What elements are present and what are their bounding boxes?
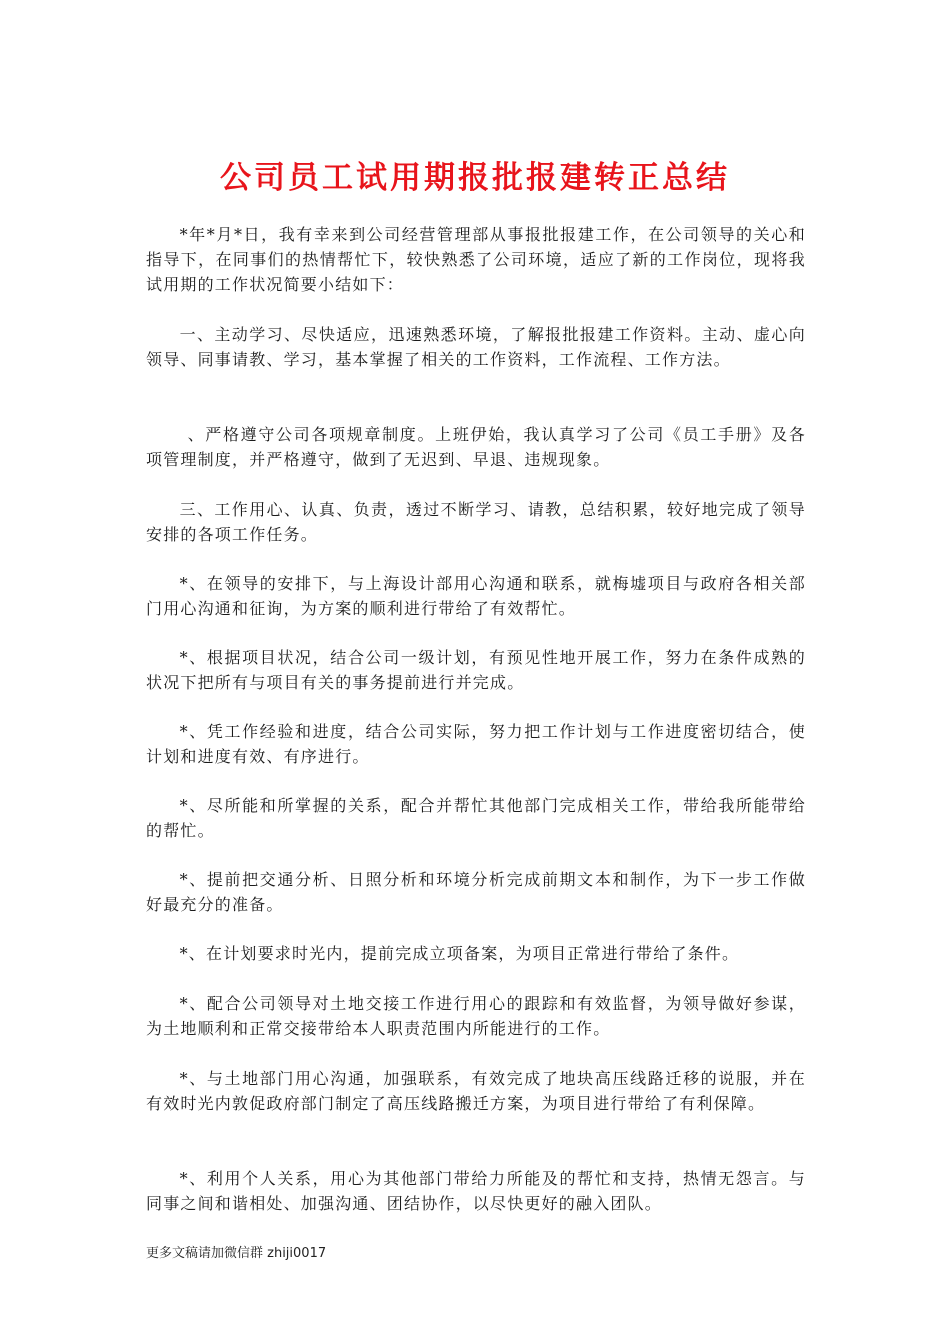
paragraph: *、尽所能和所掌握的关系，配合并帮忙其他部门完成相关工作，带给我所能带给的帮忙。: [146, 796, 806, 840]
paragraph: *、根据项目状况，结合公司一级计划，有预见性地开展工作，努力在条件成熟的状况下把所有与项目有关的事务提前进行并完成。: [146, 648, 806, 692]
paragraph: *、在计划要求时光内，提前完成立项备案，为项目正常进行带给了条件。: [179, 944, 740, 963]
document-title: 公司员工试用期报批报建转正总结: [220, 160, 730, 196]
paragraph: 一、主动学习、尽快适应，迅速熟悉环境，了解报批报建工作资料。主动、虚心向领导、同事请教、学习，基本掌握了相关的工作资料，工作流程、工作方法。: [146, 325, 806, 369]
paragraph: 三、工作用心、认真、负责，透过不断学习、请教，总结积累，较好地完成了领导安排的各项工作任务。: [146, 500, 806, 544]
paragraph: *、配合公司领导对土地交接工作进行用心的跟踪和有效监督，为领导做好参谋，为土地顺利和正常交接带给本人职责范围内所能进行的工作。: [146, 994, 806, 1038]
document-body: [146, 222, 806, 1216]
paragraph: *、提前把交通分析、日照分析和环境分析完成前期文本和制作，为下一步工作做好最充分的准备。: [146, 870, 806, 914]
paragraph: *、利用个人关系，用心为其他部门带给力所能及的帮忙和支持，热情无怨言。与同事之间和谐相处、加强沟通、团结协作，以尽快更好的融入团队。: [146, 1169, 806, 1213]
paragraph: *、凭工作经验和进度，结合公司实际，努力把工作计划与工作进度密切结合，使计划和进度有效、有序进行。: [146, 722, 806, 766]
footer-note: 更多文稿请加微信群 zhiji0017: [146, 1246, 327, 1261]
paragraph: *、与土地部门用心沟通，加强联系，有效完成了地块高压线路迁移的说服，并在有效时光内敦促政府部门制定了高压线路搬迁方案，为项目进行带给了有利保障。: [146, 1069, 806, 1113]
paragraph: *、在领导的安排下，与上海设计部用心沟通和联系，就梅墟项目与政府各相关部门用心沟通和征询，为方案的顺利进行带给了有效帮忙。: [146, 574, 806, 618]
paragraph: *年*月*日，我有幸来到公司经营管理部从事报批报建工作，在公司领导的关心和指导下，在同事们的热情帮忙下，较快熟悉了公司环境，适应了新的工作岗位，现将我试用期的工作状况简要小结如下：: [146, 225, 806, 294]
paragraph: 、严格遵守公司各项规章制度。上班伊始，我认真学习了公司《员工手册》及各项管理制度，并严格遵守，做到了无迟到、早退、违规现象。: [146, 425, 806, 469]
